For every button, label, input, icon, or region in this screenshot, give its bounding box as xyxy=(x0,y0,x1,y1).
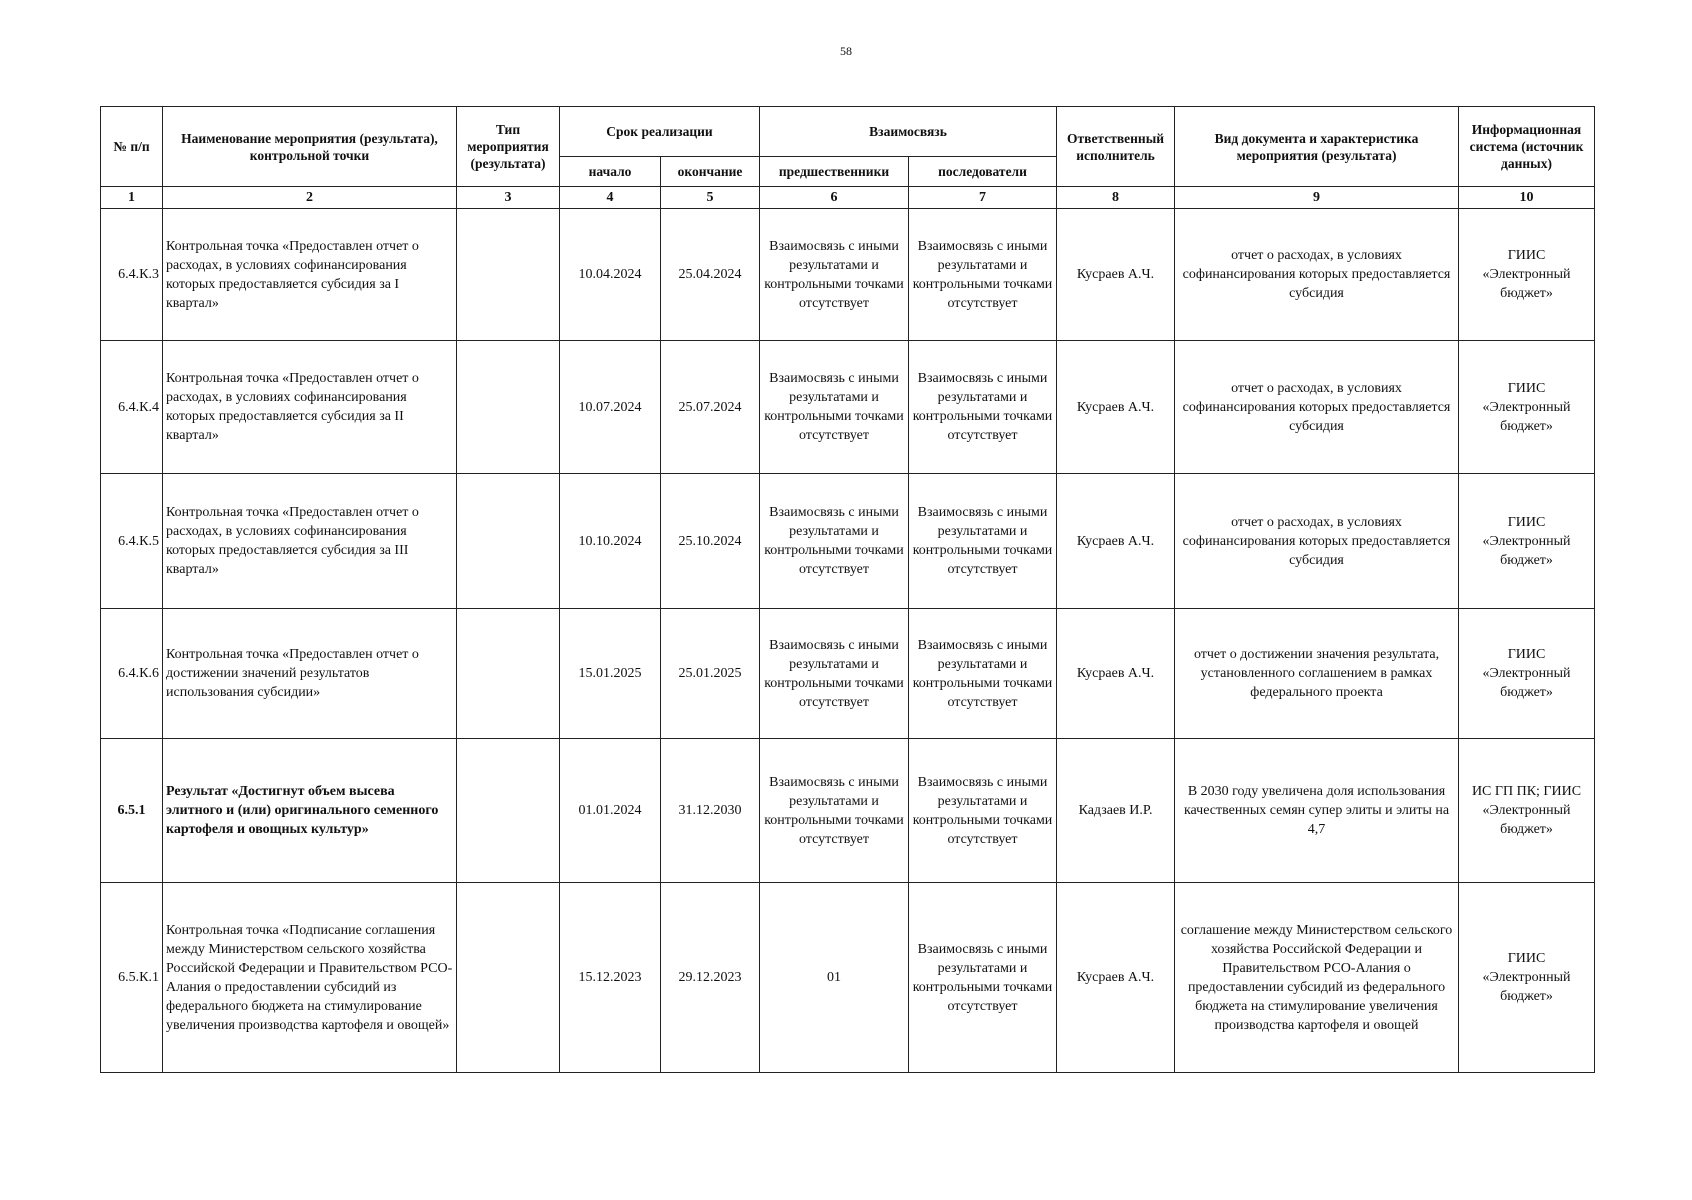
row-executor: Кадзаев И.Р. xyxy=(1057,739,1175,883)
row-start: 10.04.2024 xyxy=(560,209,661,341)
column-number: 8 xyxy=(1057,187,1175,209)
row-name: Контрольная точка «Предоставлен отчет о достижении значений результатов использования субсидии» xyxy=(163,609,457,739)
row-prev: Взаимосвязь с иными результатами и контрольными точками отсутствует xyxy=(760,474,909,609)
row-name: Контрольная точка «Предоставлен отчет о расходах, в условиях софинансирования которых предоставляется субсидия за I квартал» xyxy=(163,209,457,341)
row-next: Взаимосвязь с иными результатами и контрольными точками отсутствует xyxy=(909,739,1057,883)
row-name: Результат «Достигнут объем высева элитного и (или) оригинального семенного картофеля и овощных культур» xyxy=(163,739,457,883)
table-row xyxy=(101,474,1595,609)
row-type xyxy=(457,341,560,474)
row-prev: 01 xyxy=(760,883,909,1073)
row-num: 6.4.К.5 xyxy=(101,474,163,609)
row-prev: Взаимосвязь с иными результатами и контрольными точками отсутствует xyxy=(760,341,909,474)
row-type xyxy=(457,739,560,883)
table-row xyxy=(101,609,1595,739)
row-start: 10.10.2024 xyxy=(560,474,661,609)
row-name: Контрольная точка «Предоставлен отчет о расходах, в условиях софинансирования которых предоставляется субсидия за III квартал» xyxy=(163,474,457,609)
table-row xyxy=(101,209,1595,341)
row-start: 15.12.2023 xyxy=(560,883,661,1073)
header-type: Тип мероприятия (результата) xyxy=(457,107,560,187)
row-type xyxy=(457,209,560,341)
row-executor: Кусраев А.Ч. xyxy=(1057,609,1175,739)
row-doc: отчет о расходах, в условиях софинансирования которых предоставляется субсидия xyxy=(1175,341,1459,474)
header-doc: Вид документа и характеристика мероприятия (результата) xyxy=(1175,107,1459,187)
header-term-start: начало xyxy=(560,157,661,187)
row-system: ГИИС «Электронный бюджет» xyxy=(1459,883,1595,1073)
table-header xyxy=(101,107,1595,209)
header-term-end: окончание xyxy=(661,157,760,187)
table-row xyxy=(101,883,1595,1073)
row-end: 25.01.2025 xyxy=(661,609,760,739)
row-doc: В 2030 году увеличена доля использования качественных семян супер элиты и элиты на 4,7 xyxy=(1175,739,1459,883)
row-num: 6.5.К.1 xyxy=(101,883,163,1073)
row-name: Контрольная точка «Предоставлен отчет о расходах, в условиях софинансирования которых предоставляется субсидия за II квартал» xyxy=(163,341,457,474)
plan-table xyxy=(100,106,1595,1073)
row-num: 6.4.К.3 xyxy=(101,209,163,341)
row-system: ГИИС «Электронный бюджет» xyxy=(1459,609,1595,739)
row-executor: Кусраев А.Ч. xyxy=(1057,209,1175,341)
column-number: 7 xyxy=(909,187,1057,209)
column-number: 1 xyxy=(101,187,163,209)
row-name: Контрольная точка «Подписание соглашения между Министерством сельского хозяйства Российской Федерации и Правительством РСО-Алания о предоставлении субсидий из федерального бюджета на стимулирование увеличения производства картофеля и овощей» xyxy=(163,883,457,1073)
column-number: 3 xyxy=(457,187,560,209)
row-doc: отчет о расходах, в условиях софинансирования которых предоставляется субсидия xyxy=(1175,474,1459,609)
page-number: 58 xyxy=(840,44,852,58)
row-type xyxy=(457,474,560,609)
row-doc: соглашение между Министерством сельского хозяйства Российской Федерации и Правительством РСО-Алания о предоставлении субсидий из федерального бюджета на стимулирование увеличения производства картофеля и овощей xyxy=(1175,883,1459,1073)
row-num: 6.5.1 xyxy=(101,739,163,883)
column-number: 4 xyxy=(560,187,661,209)
row-end: 31.12.2030 xyxy=(661,739,760,883)
row-doc: отчет о достижении значения результата, установленного соглашением в рамках федерального проекта xyxy=(1175,609,1459,739)
row-num: 6.4.К.6 xyxy=(101,609,163,739)
row-type xyxy=(457,609,560,739)
row-executor: Кусраев А.Ч. xyxy=(1057,883,1175,1073)
row-next: Взаимосвязь с иными результатами и контрольными точками отсутствует xyxy=(909,474,1057,609)
table-row xyxy=(101,739,1595,883)
row-prev: Взаимосвязь с иными результатами и контрольными точками отсутствует xyxy=(760,739,909,883)
row-end: 25.04.2024 xyxy=(661,209,760,341)
row-start: 01.01.2024 xyxy=(560,739,661,883)
header-link: Взаимосвязь xyxy=(760,107,1057,157)
row-type xyxy=(457,883,560,1073)
column-number: 6 xyxy=(760,187,909,209)
row-system: ГИИС «Электронный бюджет» xyxy=(1459,209,1595,341)
header-num: № п/п xyxy=(101,107,163,187)
row-end: 25.07.2024 xyxy=(661,341,760,474)
column-number: 2 xyxy=(163,187,457,209)
row-next: Взаимосвязь с иными результатами и контрольными точками отсутствует xyxy=(909,209,1057,341)
row-start: 15.01.2025 xyxy=(560,609,661,739)
row-end: 25.10.2024 xyxy=(661,474,760,609)
row-prev: Взаимосвязь с иными результатами и контрольными точками отсутствует xyxy=(760,209,909,341)
row-end: 29.12.2023 xyxy=(661,883,760,1073)
column-number: 10 xyxy=(1459,187,1595,209)
row-next: Взаимосвязь с иными результатами и контрольными точками отсутствует xyxy=(909,341,1057,474)
column-number: 9 xyxy=(1175,187,1459,209)
row-executor: Кусраев А.Ч. xyxy=(1057,341,1175,474)
row-start: 10.07.2024 xyxy=(560,341,661,474)
row-prev: Взаимосвязь с иными результатами и контрольными точками отсутствует xyxy=(760,609,909,739)
header-link-next: последователи xyxy=(909,157,1057,187)
row-next: Взаимосвязь с иными результатами и контрольными точками отсутствует xyxy=(909,609,1057,739)
row-system: ГИИС «Электронный бюджет» xyxy=(1459,474,1595,609)
table-row xyxy=(101,341,1595,474)
row-doc: отчет о расходах, в условиях софинансирования которых предоставляется субсидия xyxy=(1175,209,1459,341)
row-system: ГИИС «Электронный бюджет» xyxy=(1459,341,1595,474)
header-executor: Ответственный исполнитель xyxy=(1057,107,1175,187)
row-system: ИС ГП ПК; ГИИС «Электронный бюджет» xyxy=(1459,739,1595,883)
row-next: Взаимосвязь с иными результатами и контрольными точками отсутствует xyxy=(909,883,1057,1073)
column-number: 5 xyxy=(661,187,760,209)
header-name: Наименование мероприятия (результата), контрольной точки xyxy=(163,107,457,187)
header-link-prev: предшественники xyxy=(760,157,909,187)
column-numbers-row xyxy=(101,187,1595,209)
header-system: Информационная система (источник данных) xyxy=(1459,107,1595,187)
row-num: 6.4.К.4 xyxy=(101,341,163,474)
row-executor: Кусраев А.Ч. xyxy=(1057,474,1175,609)
header-term: Срок реализации xyxy=(560,107,760,157)
